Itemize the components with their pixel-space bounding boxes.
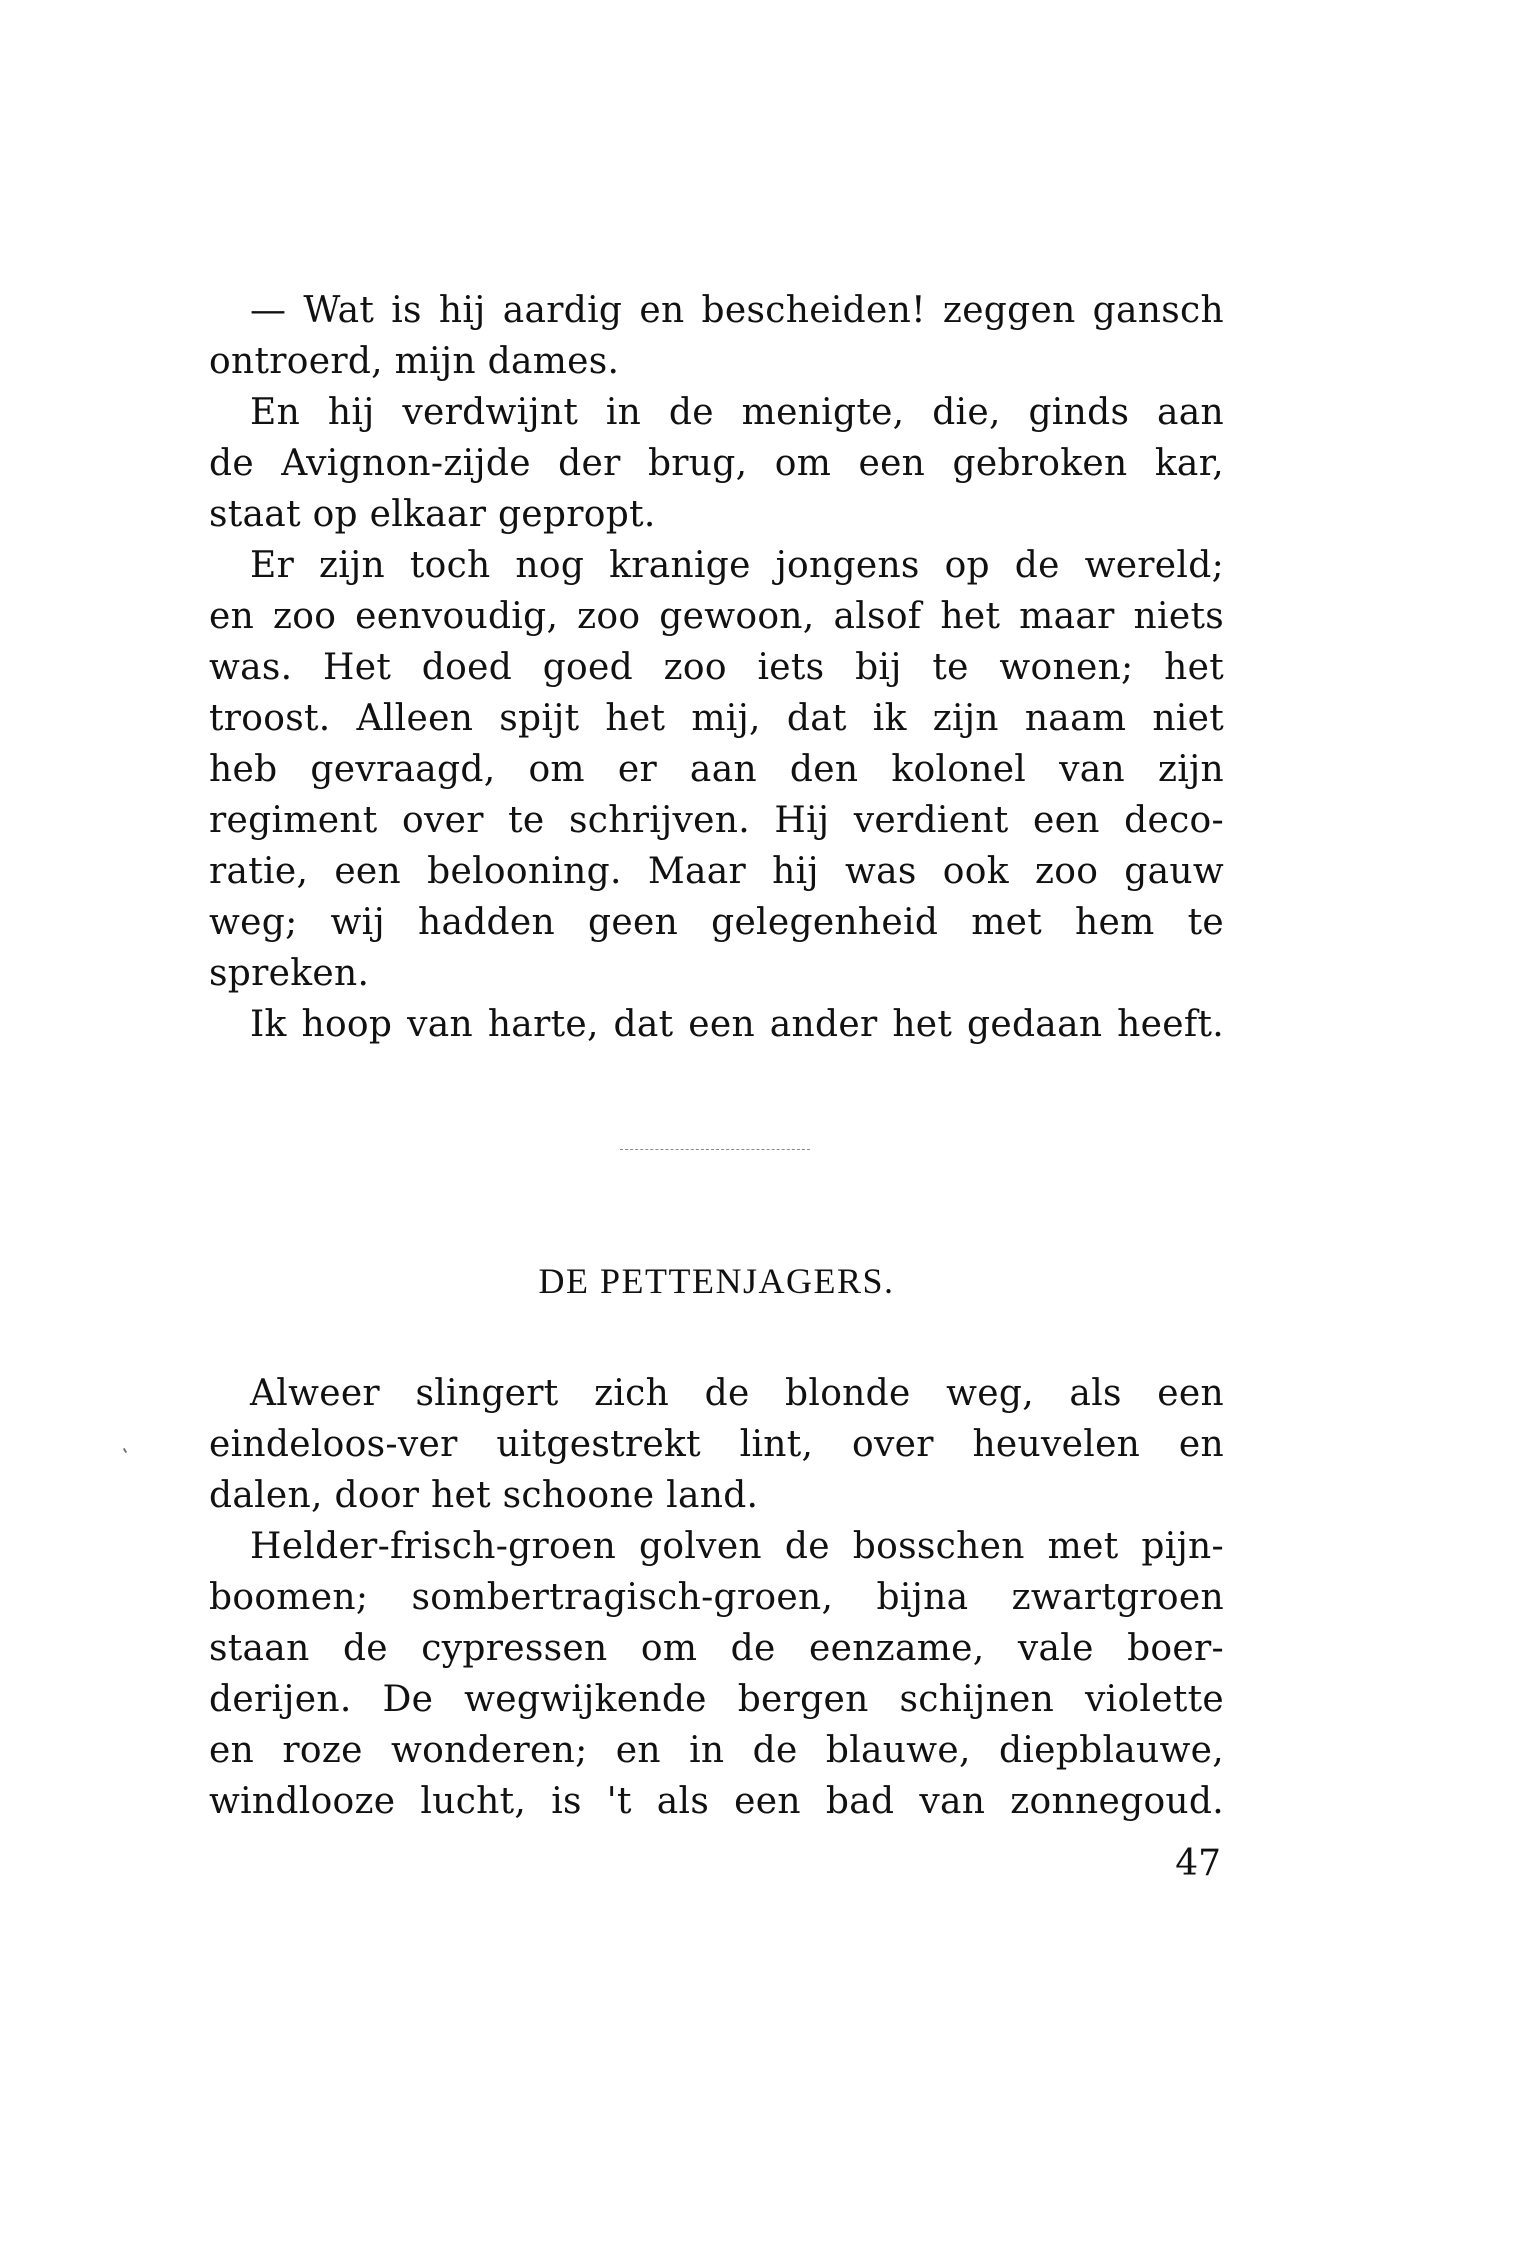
text-line: windlooze lucht, is 't als een bad van zonnegoud. [209,1781,1224,1822]
text-line: boomen; sombertragisch-groen, bijna zwartgroen [209,1577,1224,1618]
text-line: en roze wonderen; en in de blauwe, diepblauwe, [209,1730,1224,1771]
text-line: staan de cypressen om de eenzame, vale boer- [209,1628,1224,1669]
section-heading: DE PETTENJAGERS. [538,1261,895,1301]
text-line: en zoo eenvoudig, zoo gewoon, alsof het maar niets [209,596,1224,637]
text-line: Alweer slingert zich de blonde weg, als een [250,1373,1224,1414]
text-line: regiment over te schrijven. Hij verdient een deco- [209,800,1224,841]
text-line: Ik hoop van harte, dat een ander het gedaan heeft. [250,1004,1224,1045]
text-line: ratie, een belooning. Maar hij was ook zoo gauw [209,851,1224,892]
section-divider [620,1149,810,1150]
text-line: de Avignon-zijde der brug, om een gebroken kar, [209,443,1224,484]
text-line: heb gevraagd, om er aan den kolonel van zijn [209,749,1224,790]
text-line: spreken. [209,953,370,994]
page-number: 47 [1175,1843,1221,1884]
text-line: staat op elkaar gepropt. [209,494,656,535]
text-line: was. Het doed goed zoo iets bij te wonen; het [209,647,1224,688]
text-block-1 [209,285,1224,1050]
text-line: dalen, door het schoone land. [209,1475,759,1516]
text-line: — Wat is hij aardig en bescheiden! zeggen gansch [250,290,1224,331]
text-line: weg; wij hadden geen gelegenheid met hem te [209,902,1224,943]
text-line: troost. Alleen spijt het mij, dat ik zijn naam niet [209,698,1224,739]
print-speck [123,1448,127,1453]
text-line: Er zijn toch nog kranige jongens op de wereld; [250,545,1224,586]
text-line: Helder-frisch-groen golven de bosschen met pijn- [250,1526,1224,1567]
text-block-2 [209,1368,1224,1827]
text-line: ontroerd, mijn dames. [209,341,620,382]
text-line: En hij verdwijnt in de menigte, die, ginds aan [250,392,1224,433]
text-line: eindeloos-ver uitgestrekt lint, over heuvelen en [209,1424,1224,1465]
text-line: derijen. De wegwijkende bergen schijnen violette [209,1679,1224,1720]
